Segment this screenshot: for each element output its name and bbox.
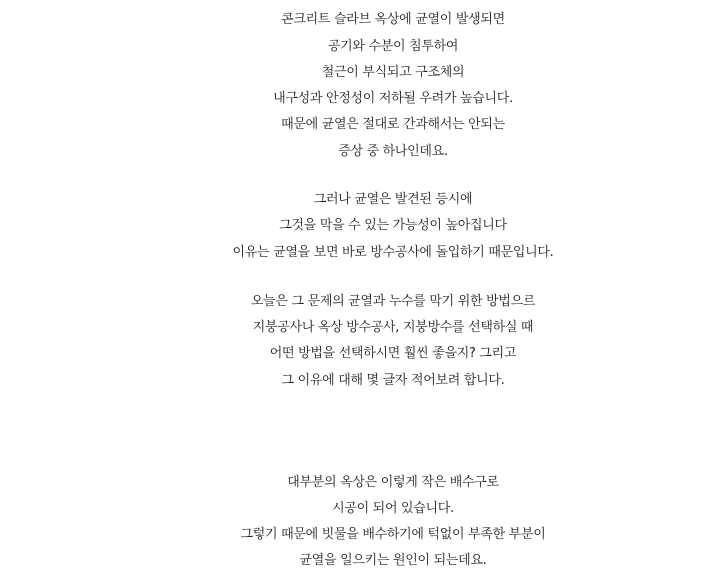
- text-line: 오늘은 그 문제의 균열과 누수를 막기 위한 방법으르: [250, 294, 536, 309]
- text-line: 균열을 일으키는 원인이 되는데요.: [299, 553, 487, 568]
- text-line: 콘크리트 슬라브 옥상에 균열이 발생되면: [281, 12, 505, 27]
- text-line: 철근이 부식되고 구조체의: [321, 65, 465, 80]
- text-line: 그렇기 때문에 빗물을 배수하기에 턱없이 부족한 부분이: [240, 527, 546, 542]
- text-line: 시공이 되어 있습니다.: [332, 501, 454, 516]
- text-line: 그 이유에 대해 몇 글자 적어보려 합니다.: [281, 373, 505, 388]
- text-line: 대부분의 옥상은 이렇게 작은 배수구로: [287, 475, 499, 490]
- text-line: 어떤 방법을 선택하시면 훨씬 좋을지? 그리고: [269, 346, 517, 361]
- text-line: 증상 중 하나인데요.: [338, 144, 448, 159]
- text-line: 내구성과 안정성이 저하될 우려가 높습니다.: [273, 91, 513, 106]
- text-line: 공기와 수분이 침투하여: [327, 39, 459, 54]
- text-line: 이유는 균열을 보면 바로 방수공사에 돌입하기 때문입니다.: [232, 245, 554, 260]
- text-line: 지붕공사나 옥상 방수공사, 지붕방수를 선택하실 때: [252, 320, 534, 335]
- text-line: 때문에 균열은 절대로 간과해서는 안되는: [281, 117, 505, 132]
- text-line: 그것을 막을 수 있는 가능성이 높아집니다: [279, 218, 507, 233]
- text-line: 그러나 균열은 발견된 등시에: [313, 192, 473, 207]
